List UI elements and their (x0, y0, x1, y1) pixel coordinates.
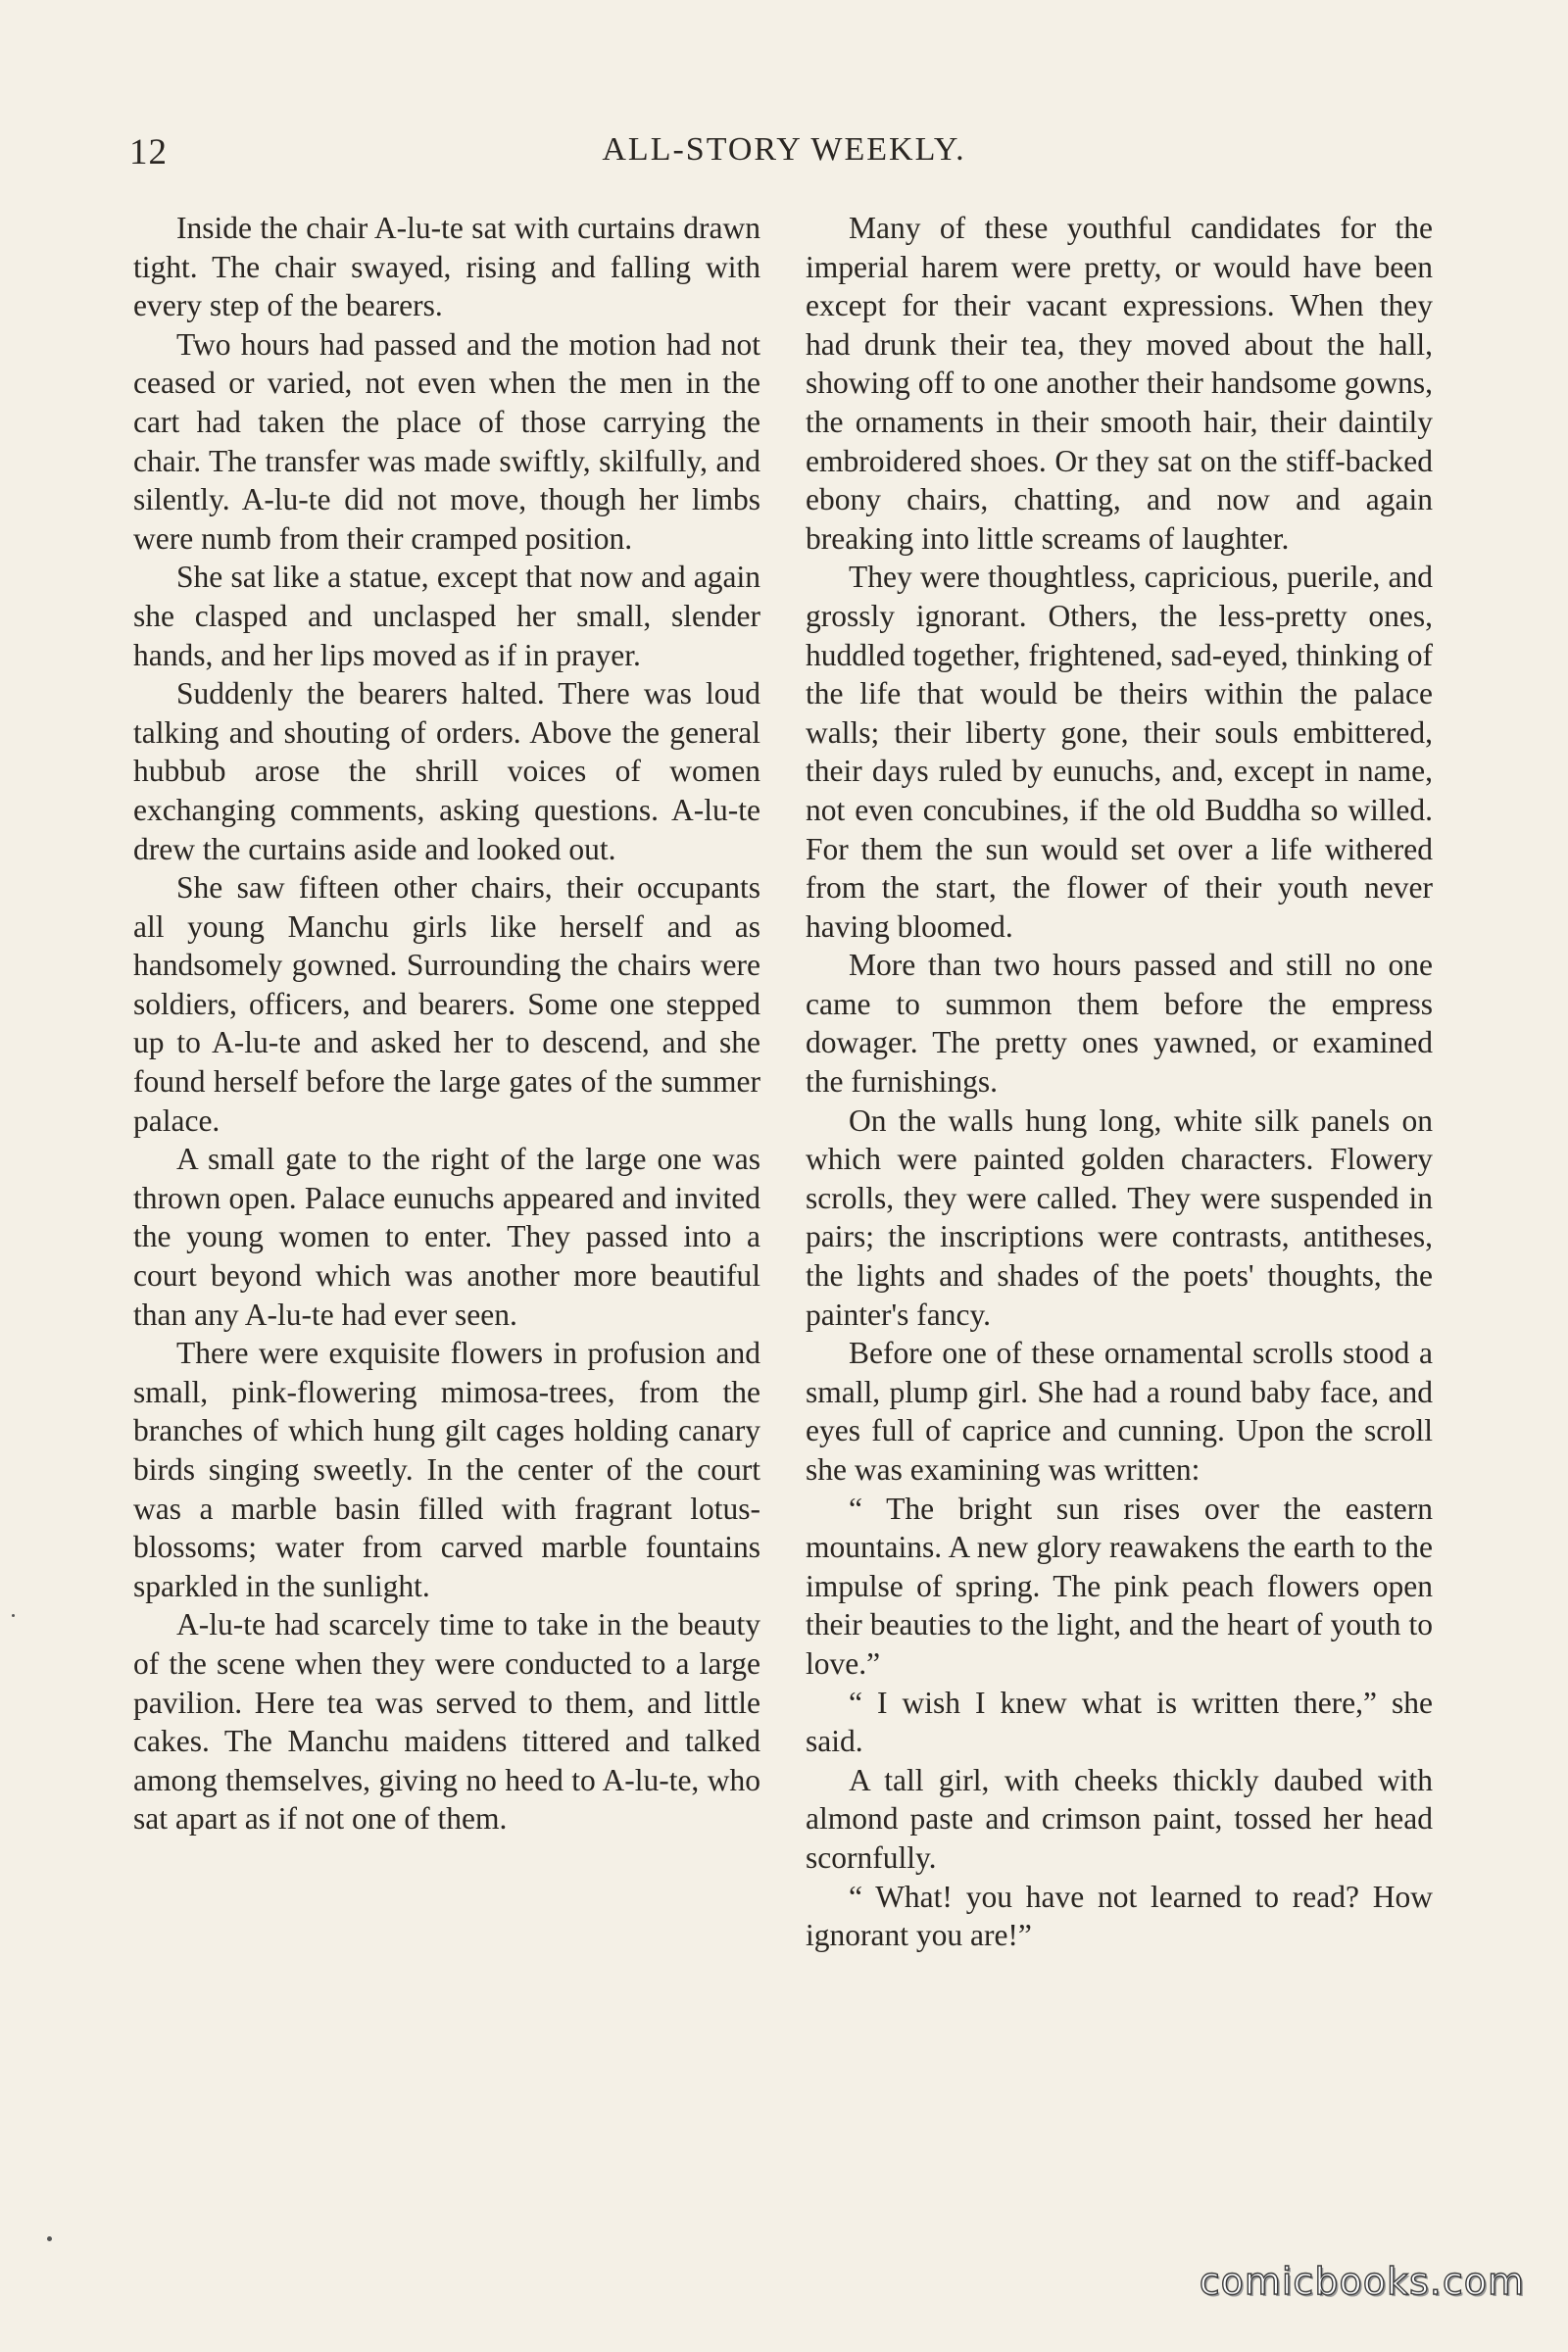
paragraph: “ I wish I knew what is written there,” she said. (806, 1685, 1433, 1759)
paragraph: A tall girl, with cheeks thickly daubed with almond paste and crimson paint, tossed her head scornfully. (806, 1762, 1433, 1875)
paragraph: Two hours had passed and the motion had not ceased or varied, not even when the men in the cart had taken the place of those carrying the chair. The transfer was made swiftly, skilfully, and silently. A-lu-te did not move, though her limbs were numb from their cramped position. (133, 326, 760, 556)
paragraph: Inside the chair A-lu-te sat with curtains drawn tight. The chair swayed, rising and falling with every step of the bearers. (133, 211, 760, 323)
right-column (806, 209, 1433, 1955)
print-speck (47, 2236, 52, 2241)
paragraph: More than two hours passed and still no one came to summon them before the empress dowager. The pretty ones yawned, or examined the furnishings. (806, 948, 1433, 1100)
watermark-logo: comicbooks.com (1199, 2260, 1525, 2303)
paragraph: Suddenly the bearers halted. There was loud talking and shouting of orders. Above the general hubbub arose the shrill voices of women exchanging comments, asking questions. A-lu-te drew the curtains aside and looked out. (133, 676, 760, 866)
paragraph: A small gate to the right of the large one was thrown open. Palace eunuchs appeared and invited the young women to enter. They passed into a court beyond which was another more beautiful than any A-lu-te had ever seen. (133, 1142, 760, 1332)
paragraph: She saw fifteen other chairs, their occupants all young Manchu girls like herself and as handsomely gowned. Surrounding the chairs were soldiers, officers, and bearers. Some one stepped up to A-lu-te and asked her to descend, and she found herself before the large gates of the summer palace. (133, 870, 760, 1138)
paragraph: “ The bright sun rises over the eastern mountains. A new glory reawakens the earth to the impulse of spring. The pink peach flowers open their beauties to the light, and the heart of youth to love.” (806, 1491, 1433, 1681)
left-column (133, 209, 760, 1838)
paragraph: On the walls hung long, white silk panels on which were painted golden characters. Flowery scrolls, they were called. They were suspended in pairs; the inscriptions were contrasts, antitheses, the lights and shades of the poets' thoughts, the painter's fancy. (806, 1102, 1433, 1332)
paragraph: A-lu-te had scarcely time to take in the beauty of the scene when they were conducted to a large pavilion. Here tea was served to them, and little cakes. The Manchu maidens tittered and talked among themselves, giving no heed to A-lu-te, who sat apart as if not one of them. (133, 1607, 760, 1837)
paragraph: Many of these youthful candidates for the imperial harem were pretty, or would have been except for their vacant expressions. When they had drunk their tea, they moved about the hall, showing off to one another their handsome gowns, the ornaments in their smooth hair, their daintily embroidered shoes. Or they sat on the stiff-backed ebony chairs, chatting, and now and again breaking into little screams of laughter. (806, 211, 1433, 556)
paragraph: She sat like a statue, except that now and again she clasped and unclasped her small, slender hands, and her lips moved as if in prayer. (133, 560, 760, 672)
print-speck (12, 1614, 15, 1617)
paragraph: There were exquisite flowers in profusion and small, pink-flowering mimosa-trees, from the branches of which hung gilt cages holding canary birds singing sweetly. In the center of the court was a marble basin filled with fragrant lotus-blossoms; water from carved marble fountains sparkled in the sunlight. (133, 1336, 760, 1603)
paragraph: “ What! you have not learned to read? How ignorant you are!” (806, 1879, 1433, 1953)
paragraph: They were thoughtless, capricious, puerile, and grossly ignorant. Others, the less-pretty ones, huddled together, frightened, sad-eyed, thinking of the life that would be theirs within the palace walls; their liberty gone, their souls embittered, their days ruled by eunuchs, and, except in name, not even concubines, if the old Buddha so willed. For them the sun would set over a life withered from the start, the flower of their youth never having bloomed. (806, 560, 1433, 944)
running-head: ALL-STORY WEEKLY. (602, 131, 966, 168)
page-number: 12 (129, 132, 168, 172)
paragraph: Before one of these ornamental scrolls stood a small, plump girl. She had a round baby face, and eyes full of caprice and cunning. Upon the scroll she was examining was written: (806, 1336, 1433, 1487)
